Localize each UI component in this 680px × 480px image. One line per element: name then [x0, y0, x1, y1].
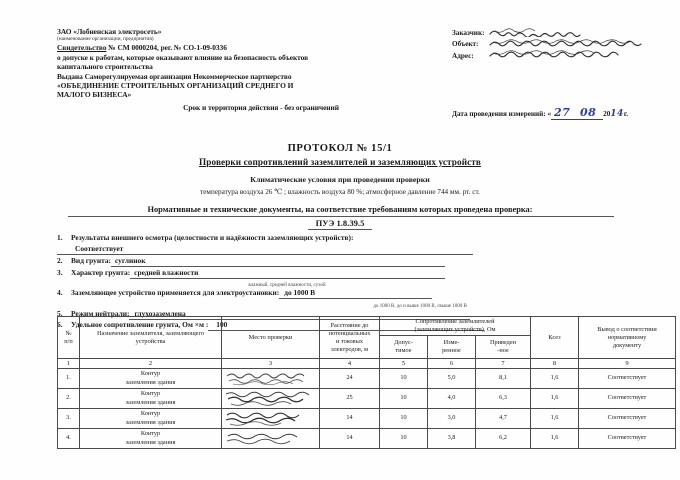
row-measured: 5,0	[428, 369, 476, 389]
row-reduced: 6,3	[476, 389, 531, 409]
list-item-5-value: глухозаземлена	[129, 309, 470, 320]
sro-name-line-1: «ОБЪЕДИНЕНИЕ СТРОИТЕЛЬНЫХ ОРГАНИЗАЦИЙ СРЕДНЕГО И	[57, 81, 294, 91]
customer-row	[452, 28, 677, 39]
normative-rule	[68, 216, 614, 217]
list-item-3	[57, 268, 477, 280]
sro-name-line-2: МАЛОГО БИЗНЕСА»	[57, 90, 132, 100]
colnum-7: 7	[476, 359, 531, 369]
date-year-suffix: 14	[610, 109, 624, 119]
list-item-4-number: 4.	[57, 288, 63, 297]
normative-document: ПУЭ 1.8.39.5	[308, 218, 373, 230]
colnum-9: 9	[579, 359, 676, 369]
row-place	[222, 409, 320, 429]
certificate-label: Свидетельство	[57, 43, 107, 53]
list-item-3-label: Характер грунта:	[71, 267, 131, 277]
table-header-row	[58, 317, 676, 336]
customer-block	[452, 28, 677, 62]
list-item-1	[57, 233, 477, 244]
measurements-table	[57, 316, 676, 449]
header-conclusion: Вывод о соответствии нормативному документу	[579, 317, 676, 359]
customer-handwritten-value	[488, 28, 598, 37]
address-handwritten-value	[488, 50, 648, 59]
list-item-1-value-row	[57, 244, 477, 256]
list-item-4-note-row	[57, 300, 477, 309]
row-designation: Контур заземления здания	[80, 369, 222, 389]
row-reduced: 8,1	[476, 369, 531, 389]
header-resistance-group: Сопротивление заземлителей (заземляющих устройств), Ом	[380, 317, 531, 336]
place-handwritten-value	[222, 390, 319, 407]
colnum-6: 6	[428, 359, 476, 369]
date-month-value: 08	[573, 106, 603, 120]
row-place	[222, 389, 320, 409]
row-designation: Контур заземления здания	[80, 429, 222, 449]
list-item-1-number: 1.	[57, 233, 63, 242]
list-item-6-label: Удельное сопротивление грунта, Ом ×м :	[71, 320, 209, 329]
list-item-4-value: до 1000 В	[279, 288, 432, 299]
normative-document-wrap	[0, 218, 680, 228]
colnum-8: 8	[531, 359, 579, 369]
row-measured: 3,8	[428, 429, 476, 449]
measurement-date-line	[452, 106, 628, 120]
row-conclusion: Соответствует	[579, 409, 676, 429]
row-allowed: 10	[380, 429, 428, 449]
object-label: Объект:	[452, 40, 479, 49]
row-distance: 24	[320, 369, 380, 389]
row-ksez: 1,6	[531, 369, 579, 389]
row-index: 2.	[58, 389, 80, 409]
object-row	[452, 39, 677, 50]
list-item-3-value: средней влажности	[130, 268, 445, 279]
header-place: Место проверки	[222, 317, 320, 359]
object-handwritten-value	[488, 39, 670, 48]
row-ksez: 1,6	[531, 389, 579, 409]
validity-line: Срок и территория действия - без ограничений	[183, 102, 339, 112]
row-allowed: 10	[380, 409, 428, 429]
colnum-1: 1	[58, 359, 80, 369]
row-place	[222, 429, 320, 449]
row-conclusion: Соответствует	[579, 389, 676, 409]
row-distance: 14	[320, 429, 380, 449]
list-item-2-value: суглинок	[111, 256, 445, 267]
list-item-5-number: 5.	[57, 308, 63, 318]
list-item-1-label: Результаты внешнего осмотра (целостности и надёжности заземляющих устройств):	[71, 233, 354, 242]
place-handwritten-value	[222, 430, 319, 447]
organization-name: ЗАО «Лобненская электросеть»	[57, 27, 162, 36]
list-item-3-note-row	[57, 279, 477, 288]
row-allowed: 10	[380, 369, 428, 389]
row-conclusion: Соответствует	[579, 369, 676, 389]
header-allowed: Допус- тимое	[380, 336, 428, 359]
place-handwritten-value	[222, 370, 319, 387]
page-subtitle: Проверки сопротивлений заземлителей и заземляющих устройств	[199, 157, 481, 167]
list-item-2-label: Вид грунта:	[71, 256, 111, 265]
normative-heading: Нормативные и технические документы, на соответствие требованиям которых проведена проверка:	[147, 205, 533, 214]
row-designation: Контур заземления здания	[80, 409, 222, 429]
date-quote-open: «	[547, 110, 552, 118]
organization-header	[57, 27, 437, 112]
date-day-value: 27	[551, 106, 573, 120]
list-item-4	[57, 288, 477, 300]
customer-label: Заказчик:	[452, 29, 485, 37]
row-ksez: 1,6	[531, 429, 579, 449]
place-handwritten-value	[222, 410, 319, 427]
table-row	[58, 429, 676, 449]
row-place	[222, 369, 320, 389]
date-quote-close: г.	[623, 110, 629, 118]
organization-caption: (наименование организации, предприятия)	[57, 36, 154, 43]
row-index: 4.	[58, 429, 80, 449]
climate-heading: Климатические условия при проведении проверки	[250, 175, 430, 184]
list-item-3-number: 3.	[57, 267, 63, 277]
list-item-1-value: Соответствует	[57, 244, 473, 255]
row-measured: 4,0	[428, 389, 476, 409]
header-measured: Изме- ренное	[428, 336, 476, 359]
issued-by-line: Выдана Саморегулируемая организация Некоммерческое партнерство	[57, 71, 292, 81]
certificate-value: № СМ 0000204, рег. № СО-1-09-0336	[108, 43, 227, 53]
table-row	[58, 409, 676, 429]
row-reduced: 4,7	[476, 409, 531, 429]
row-measured: 3,0	[428, 409, 476, 429]
list-item-6-number: 6.	[57, 320, 63, 329]
row-conclusion: Соответствует	[579, 429, 676, 449]
certificate-line	[57, 43, 437, 52]
list-item-2-number: 2.	[57, 256, 63, 265]
row-ksez: 1,6	[531, 409, 579, 429]
certificate-line-2: о допуске к работам, которые оказывают влияние на безопасность объектов	[57, 52, 309, 62]
list-item-6-value: 100	[208, 320, 484, 331]
header-designation: Назначение заземлителя, заземляющего устройства	[80, 317, 222, 359]
table-column-numbers-row	[58, 359, 676, 369]
page-title: ПРОТОКОЛ № 15/1	[287, 143, 393, 154]
header-distance: Расстояние до потенциальных и токовых электродов, м	[320, 317, 380, 359]
row-distance: 25	[320, 389, 380, 409]
colnum-3: 3	[222, 359, 320, 369]
row-index: 1.	[58, 369, 80, 389]
colnum-2: 2	[80, 359, 222, 369]
table-body	[58, 369, 676, 449]
header-index: № п/п	[58, 317, 80, 359]
table-row	[58, 389, 676, 409]
date-label: Дата проведения измерений:	[452, 110, 546, 118]
certificate-line-3: капитального строительства	[57, 62, 153, 72]
climate-values: температура воздуха 26 ℃ ; влажность воздуха 80 %; атмосферное давление 744 мм. рт. ст.	[200, 188, 480, 196]
address-label: Адрес:	[452, 51, 474, 60]
date-year-prefix: 20	[603, 110, 611, 118]
list-item-3-note: влажный, средней влажности, сухой	[248, 283, 326, 288]
colnum-4: 4	[320, 359, 380, 369]
colnum-5: 5	[380, 359, 428, 369]
list-item-5-label: Режим нейтрали:	[71, 308, 130, 318]
row-designation: Контур заземления здания	[80, 389, 222, 409]
table-row	[58, 369, 676, 389]
row-distance: 14	[320, 409, 380, 429]
list-item-2	[57, 256, 477, 268]
row-index: 3.	[58, 409, 80, 429]
list-item-4-note: до 1000 В, до и выше 1000 В, свыше 1000 В	[373, 303, 467, 309]
header-reduced: Приведен -ное	[476, 336, 531, 359]
row-reduced: 6,2	[476, 429, 531, 449]
header-ksez: Ксез	[531, 317, 579, 359]
address-row	[452, 51, 677, 62]
list-item-4-label: Заземляющее устройство применяется для электроустановки:	[71, 288, 280, 297]
row-allowed: 10	[380, 389, 428, 409]
